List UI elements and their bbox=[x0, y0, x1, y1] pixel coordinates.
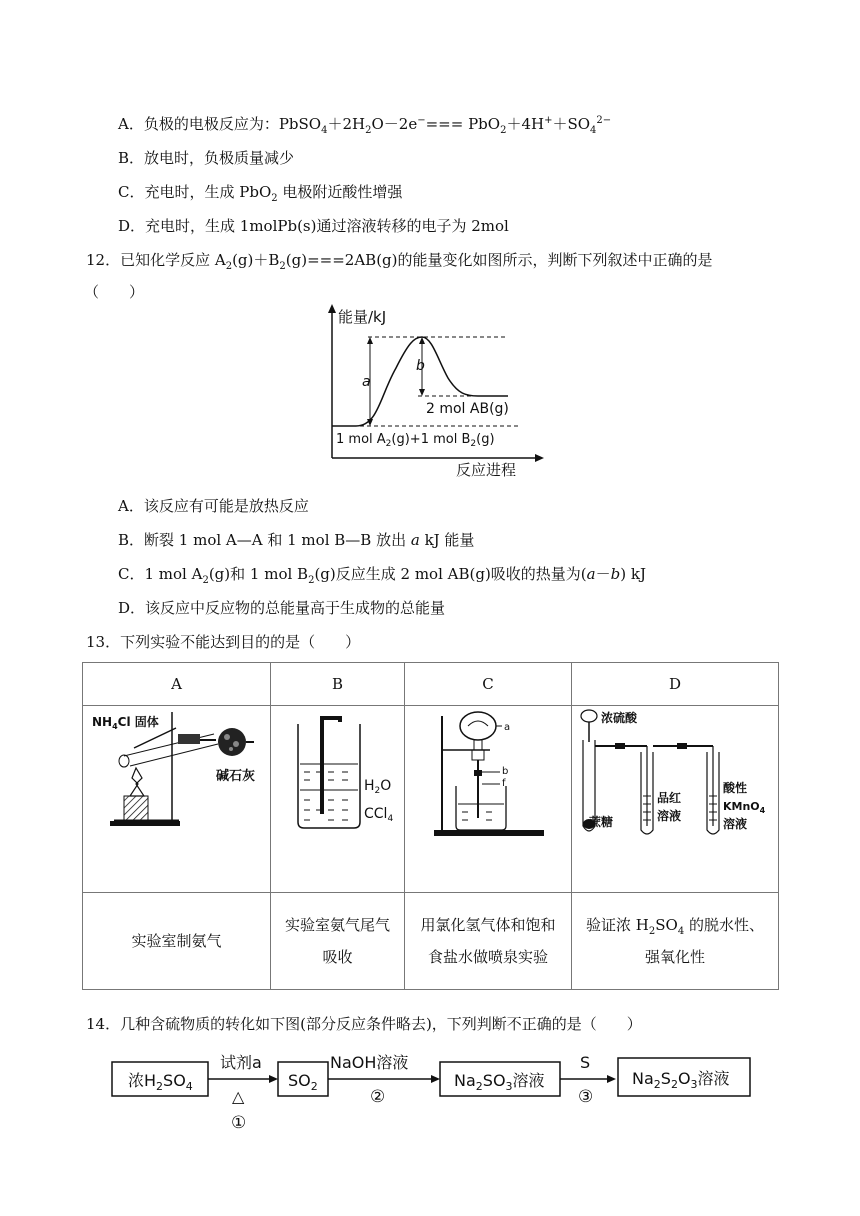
arrow1-top: 试剂a bbox=[220, 1053, 262, 1072]
product-label: 2 mol AB(g) bbox=[426, 401, 509, 417]
svg-text:KMnO4: KMnO$_4$ bbox=[722, 800, 765, 815]
q12-option-a: A．该反应有可能是放热反应 bbox=[118, 497, 309, 515]
label-b: b bbox=[416, 358, 425, 374]
desc-d: 验证浓 $H_2SO_4$ 的脱水性、 强氧化性 bbox=[572, 893, 779, 990]
q13-stem: 13．下列实验不能达到目的的是（ ） bbox=[86, 633, 361, 651]
svg-text:碱石灰: 碱石灰 bbox=[215, 769, 255, 784]
q11-option-d: D．充电时，生成 1molPb(s)通过溶液转移的电子为 2mol bbox=[118, 217, 509, 235]
arrow2-top: NaOH溶液 bbox=[330, 1053, 409, 1072]
svg-text:CCl4: CCl$_4$ bbox=[363, 806, 393, 824]
q12-option-b: B．断裂 1 mol A—A 和 1 mol B—B 放出 a kJ 能量 bbox=[118, 531, 475, 549]
svg-text:浓H2SO4: 浓$H_2SO_4$ bbox=[128, 1071, 193, 1093]
svg-text:NH4Cl 固体: $NH_4Cl$ 固体 bbox=[91, 715, 159, 731]
header-d: D bbox=[572, 663, 779, 706]
ammonia-apparatus-figure bbox=[84, 706, 270, 888]
step-2: ② bbox=[370, 1087, 386, 1107]
q11-option-a: A．负极的电极反应为：$PbSO_4+2H_2O-2e^-=== PbO_2+4H^++SO_4^{2-}$ bbox=[118, 115, 612, 136]
figure-d-cell bbox=[572, 706, 779, 893]
desc-c: 用氯化氢气体和饱和 食盐水做喷泉实验 bbox=[405, 893, 572, 990]
svg-text:溶液: 溶液 bbox=[722, 817, 747, 831]
header-c: C bbox=[405, 663, 572, 706]
svg-text:品红: 品红 bbox=[656, 791, 681, 805]
svg-text:SO2: $SO_2$ bbox=[288, 1071, 318, 1093]
reactant-label: 1 mol $A_2(g)+1$ mol $B_2(g)$ bbox=[336, 432, 495, 449]
desc-a: 实验室制氨气 bbox=[83, 893, 271, 990]
svg-text:H2O: $H_2O$ bbox=[363, 778, 391, 796]
experiment-table bbox=[82, 662, 779, 990]
desc-b: 实验室氨气尾气 吸收 bbox=[271, 893, 405, 990]
svg-text:b: b bbox=[501, 766, 508, 777]
y-axis-label: 能量/kJ bbox=[338, 308, 387, 326]
svg-text:a: a bbox=[503, 722, 510, 733]
header-b: B bbox=[271, 663, 405, 706]
svg-text:溶液: 溶液 bbox=[656, 809, 681, 823]
svg-text:Na2SO3溶液: $Na_2SO_3$溶液 bbox=[454, 1071, 545, 1093]
svg-text:f: f bbox=[501, 778, 506, 789]
figure-a-cell bbox=[83, 706, 271, 893]
label-a: a bbox=[362, 374, 371, 390]
beaker-figure bbox=[272, 706, 404, 888]
svg-text:浓硫酸: 浓硫酸 bbox=[600, 711, 637, 725]
energy-diagram bbox=[318, 300, 548, 482]
fountain-figure bbox=[406, 706, 571, 888]
q12-option-d: D．该反应中反应物的总能量高于生成物的总能量 bbox=[118, 599, 446, 617]
svg-text:蔗糖: 蔗糖 bbox=[588, 815, 613, 829]
svg-text:Na2S2O3溶液: $Na_2S_2O_3$溶液 bbox=[632, 1069, 730, 1091]
sulfuric-acid-figure bbox=[573, 706, 778, 888]
q11-option-c: C．充电时，生成 PbO$_2$ 电极附近酸性增强 bbox=[118, 183, 403, 204]
arrow1-bottom: △ bbox=[232, 1087, 245, 1106]
arrow3-top: S bbox=[580, 1053, 591, 1072]
header-a: A bbox=[83, 663, 271, 706]
sulfur-flow-diagram bbox=[0, 1040, 860, 1140]
x-axis-label: 反应进程 bbox=[456, 461, 517, 479]
q12-stem: 12．已知化学反应 $A_2(g)+B_2(g)===2AB(g)$的能量变化如图所示，判断下列叙述中正确的是 bbox=[86, 251, 713, 272]
figure-b-cell bbox=[271, 706, 405, 893]
figure-c-cell bbox=[405, 706, 572, 893]
q14-stem: 14．几种含硫物质的转化如下图(部分反应条件略去)，下列判断不正确的是（ ） bbox=[86, 1015, 642, 1033]
svg-text:酸性: 酸性 bbox=[722, 781, 747, 795]
q11-option-b: B．放电时，负极质量减少 bbox=[118, 149, 295, 167]
q12-option-c: C．1 mol $A_2(g)$和 1 mol $B_2(g)$反应生成 2 mol AB(g)吸收的热量为(a－b) kJ bbox=[118, 565, 646, 586]
step-3: ③ bbox=[578, 1087, 594, 1107]
step-1: ① bbox=[231, 1113, 247, 1133]
q12-answer-paren: （ ） bbox=[84, 283, 145, 301]
